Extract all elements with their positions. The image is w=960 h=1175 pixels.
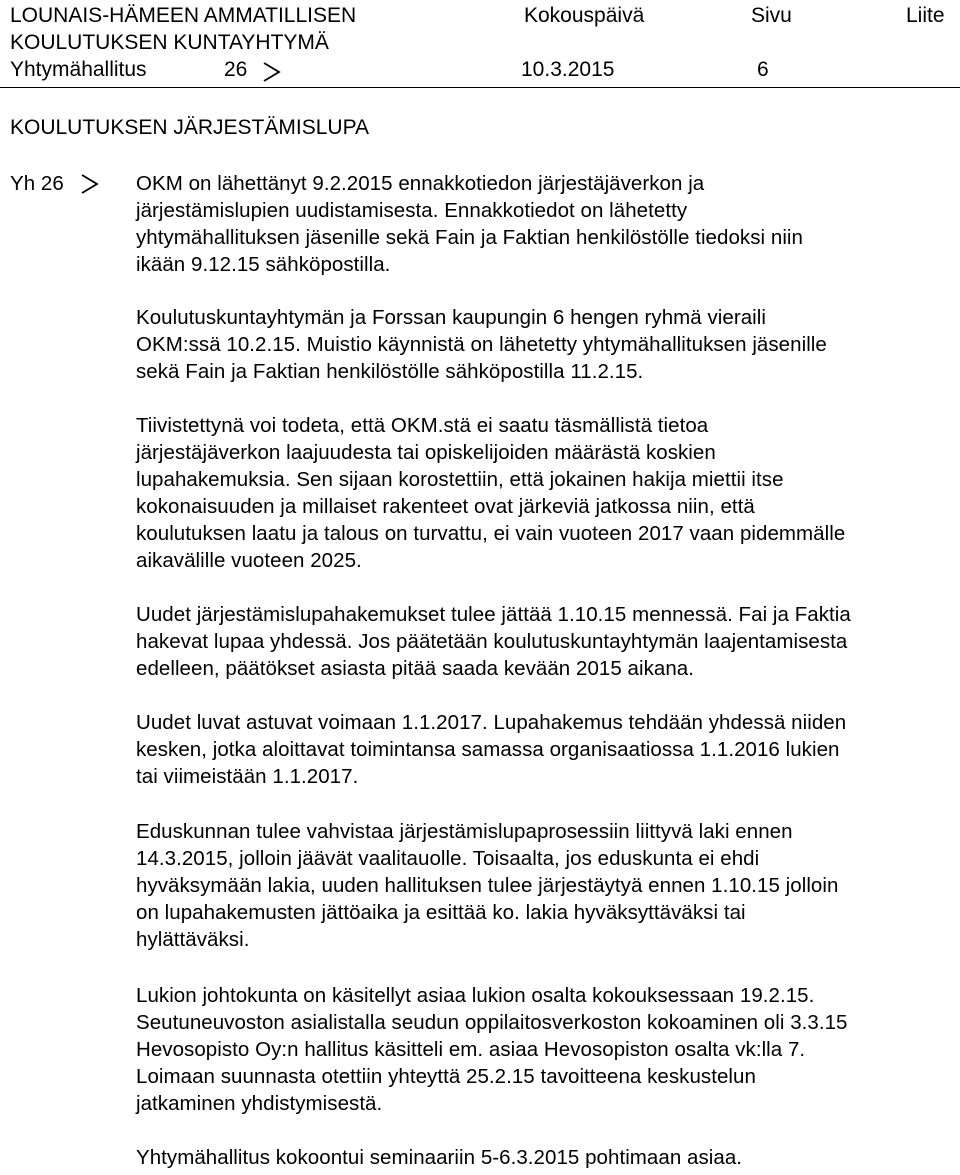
paragraph-line: ikään 9.12.15 sähköpostilla. [136, 253, 391, 276]
document-heading: KOULUTUKSEN JÄRJESTÄMISLUPA [10, 116, 370, 139]
paragraph-line: järjestäjäverkon laajuudesta tai opiskelijoiden määrästä koskien [136, 441, 716, 464]
paragraph-line: Tiivistettynä voi todeta, että OKM.stä ei saatu täsmällistä tietoa [136, 414, 709, 437]
paragraph-line: 14.3.2015, jolloin jäävät vaalitauolle. Toisaalta, jos eduskunta ei ehdi [136, 847, 760, 870]
paragraph-line: hylättäväksi. [136, 928, 250, 951]
paragraph-line: Yhtymähallitus kokoontui seminaariin 5-6.3.2015 pohtimaan asiaa. [136, 1146, 743, 1169]
paragraph-line: Seutuneuvoston asialistalla seudun oppilaitosverkoston kokoaminen oli 3.3.15 [136, 1011, 848, 1034]
paragraph-line: kesken, jotka aloittavat toimintansa samassa organisaatiossa 1.1.2016 lukien [136, 738, 840, 761]
paragraph-line: Eduskunnan tulee vahvistaa järjestämislupaprosessiin liittyvä laki ennen [136, 820, 793, 843]
section-number: 26 [224, 58, 248, 81]
paragraph-line: OKM:ssä 10.2.15. Muistio käynnistä on lähetetty yhtymähallituksen jäsenille [136, 333, 827, 356]
governing-body-name: Yhtymähallitus [10, 58, 147, 81]
paragraph-line: hyväksymään lakia, uuden hallituksen tulee järjestäytyä ennen 1.10.15 jolloin [136, 874, 839, 897]
item-label: Yh 26 [10, 172, 64, 195]
meeting-date-label: Kokouspäivä [524, 4, 645, 27]
paragraph-line: Koulutuskuntayhtymän ja Forssan kaupungin 6 hengen ryhmä vieraili [136, 306, 767, 329]
paragraph-line: Uudet järjestämislupahakemukset tulee jättää 1.10.15 mennessä. Fai ja Faktia [136, 603, 851, 626]
paragraph-line: OKM on lähettänyt 9.2.2015 ennakkotiedon järjestäjäverkon ja [136, 172, 705, 195]
page-number: 6 [757, 58, 769, 81]
header-divider [0, 87, 960, 88]
paragraph-line: hakevat lupaa yhdessä. Jos päätetään koulutuskuntayhtymän laajentamisesta [136, 630, 848, 653]
paragraph-line: koulutuksen laatu ja talous on turvattu, ei vain vuoteen 2017 vaan pidemmälle [136, 522, 846, 545]
section-mark-icon [262, 60, 282, 84]
paragraph-line: järjestämislupien uudistamisesta. Ennakkotiedot on lähetetty [136, 199, 688, 222]
paragraph-line: Uudet luvat astuvat voimaan 1.1.2017. Lupahakemus tehdään yhdessä niiden [136, 711, 847, 734]
paragraph-line: kokonaisuuden ja millaiset rakenteet ovat järkeviä jatkossa niin, että [136, 495, 755, 518]
org-name-line-1: LOUNAIS-HÄMEEN AMMATILLISEN [10, 4, 357, 27]
paragraph-line: Loimaan suunnasta otettiin yhteyttä 25.2.15 tavoitteena keskustelun [136, 1065, 756, 1088]
paragraph-line: aikavälille vuoteen 2025. [136, 549, 362, 572]
paragraph-line: lupahakemuksia. Sen sijaan korostettiin, että jokainen hakija miettii itse [136, 468, 784, 491]
paragraph-line: yhtymähallituksen jäsenille sekä Fain ja Faktian henkilöstölle tiedoksi niin [136, 226, 803, 249]
page-label: Sivu [751, 4, 792, 27]
attachment-label: Liite [906, 4, 945, 27]
paragraph-line: on lupahakemusten jättöaika ja esittää ko. lakia hyväksyttäväksi tai [136, 901, 746, 924]
paragraph-line: sekä Fain ja Faktian henkilöstölle sähköpostilla 11.2.15. [136, 360, 644, 383]
paragraph-line: Hevosopisto Oy:n hallitus käsitteli em. asiaa Hevosopiston osalta vk:lla 7. [136, 1038, 806, 1061]
paragraph-line: Lukion johtokunta on käsitellyt asiaa lukion osalta kokouksessaan 19.2.15. [136, 984, 815, 1007]
meeting-date: 10.3.2015 [521, 58, 615, 81]
paragraph-line: tai viimeistään 1.1.2017. [136, 765, 359, 788]
paragraph-line: jatkaminen yhdistymisestä. [136, 1092, 383, 1115]
section-mark-icon [80, 172, 100, 196]
paragraph-line: edelleen, päätökset asiasta pitää saada kevään 2015 aikana. [136, 657, 695, 680]
org-name-line-2: KOULUTUKSEN KUNTAYHTYMÄ [10, 31, 329, 54]
